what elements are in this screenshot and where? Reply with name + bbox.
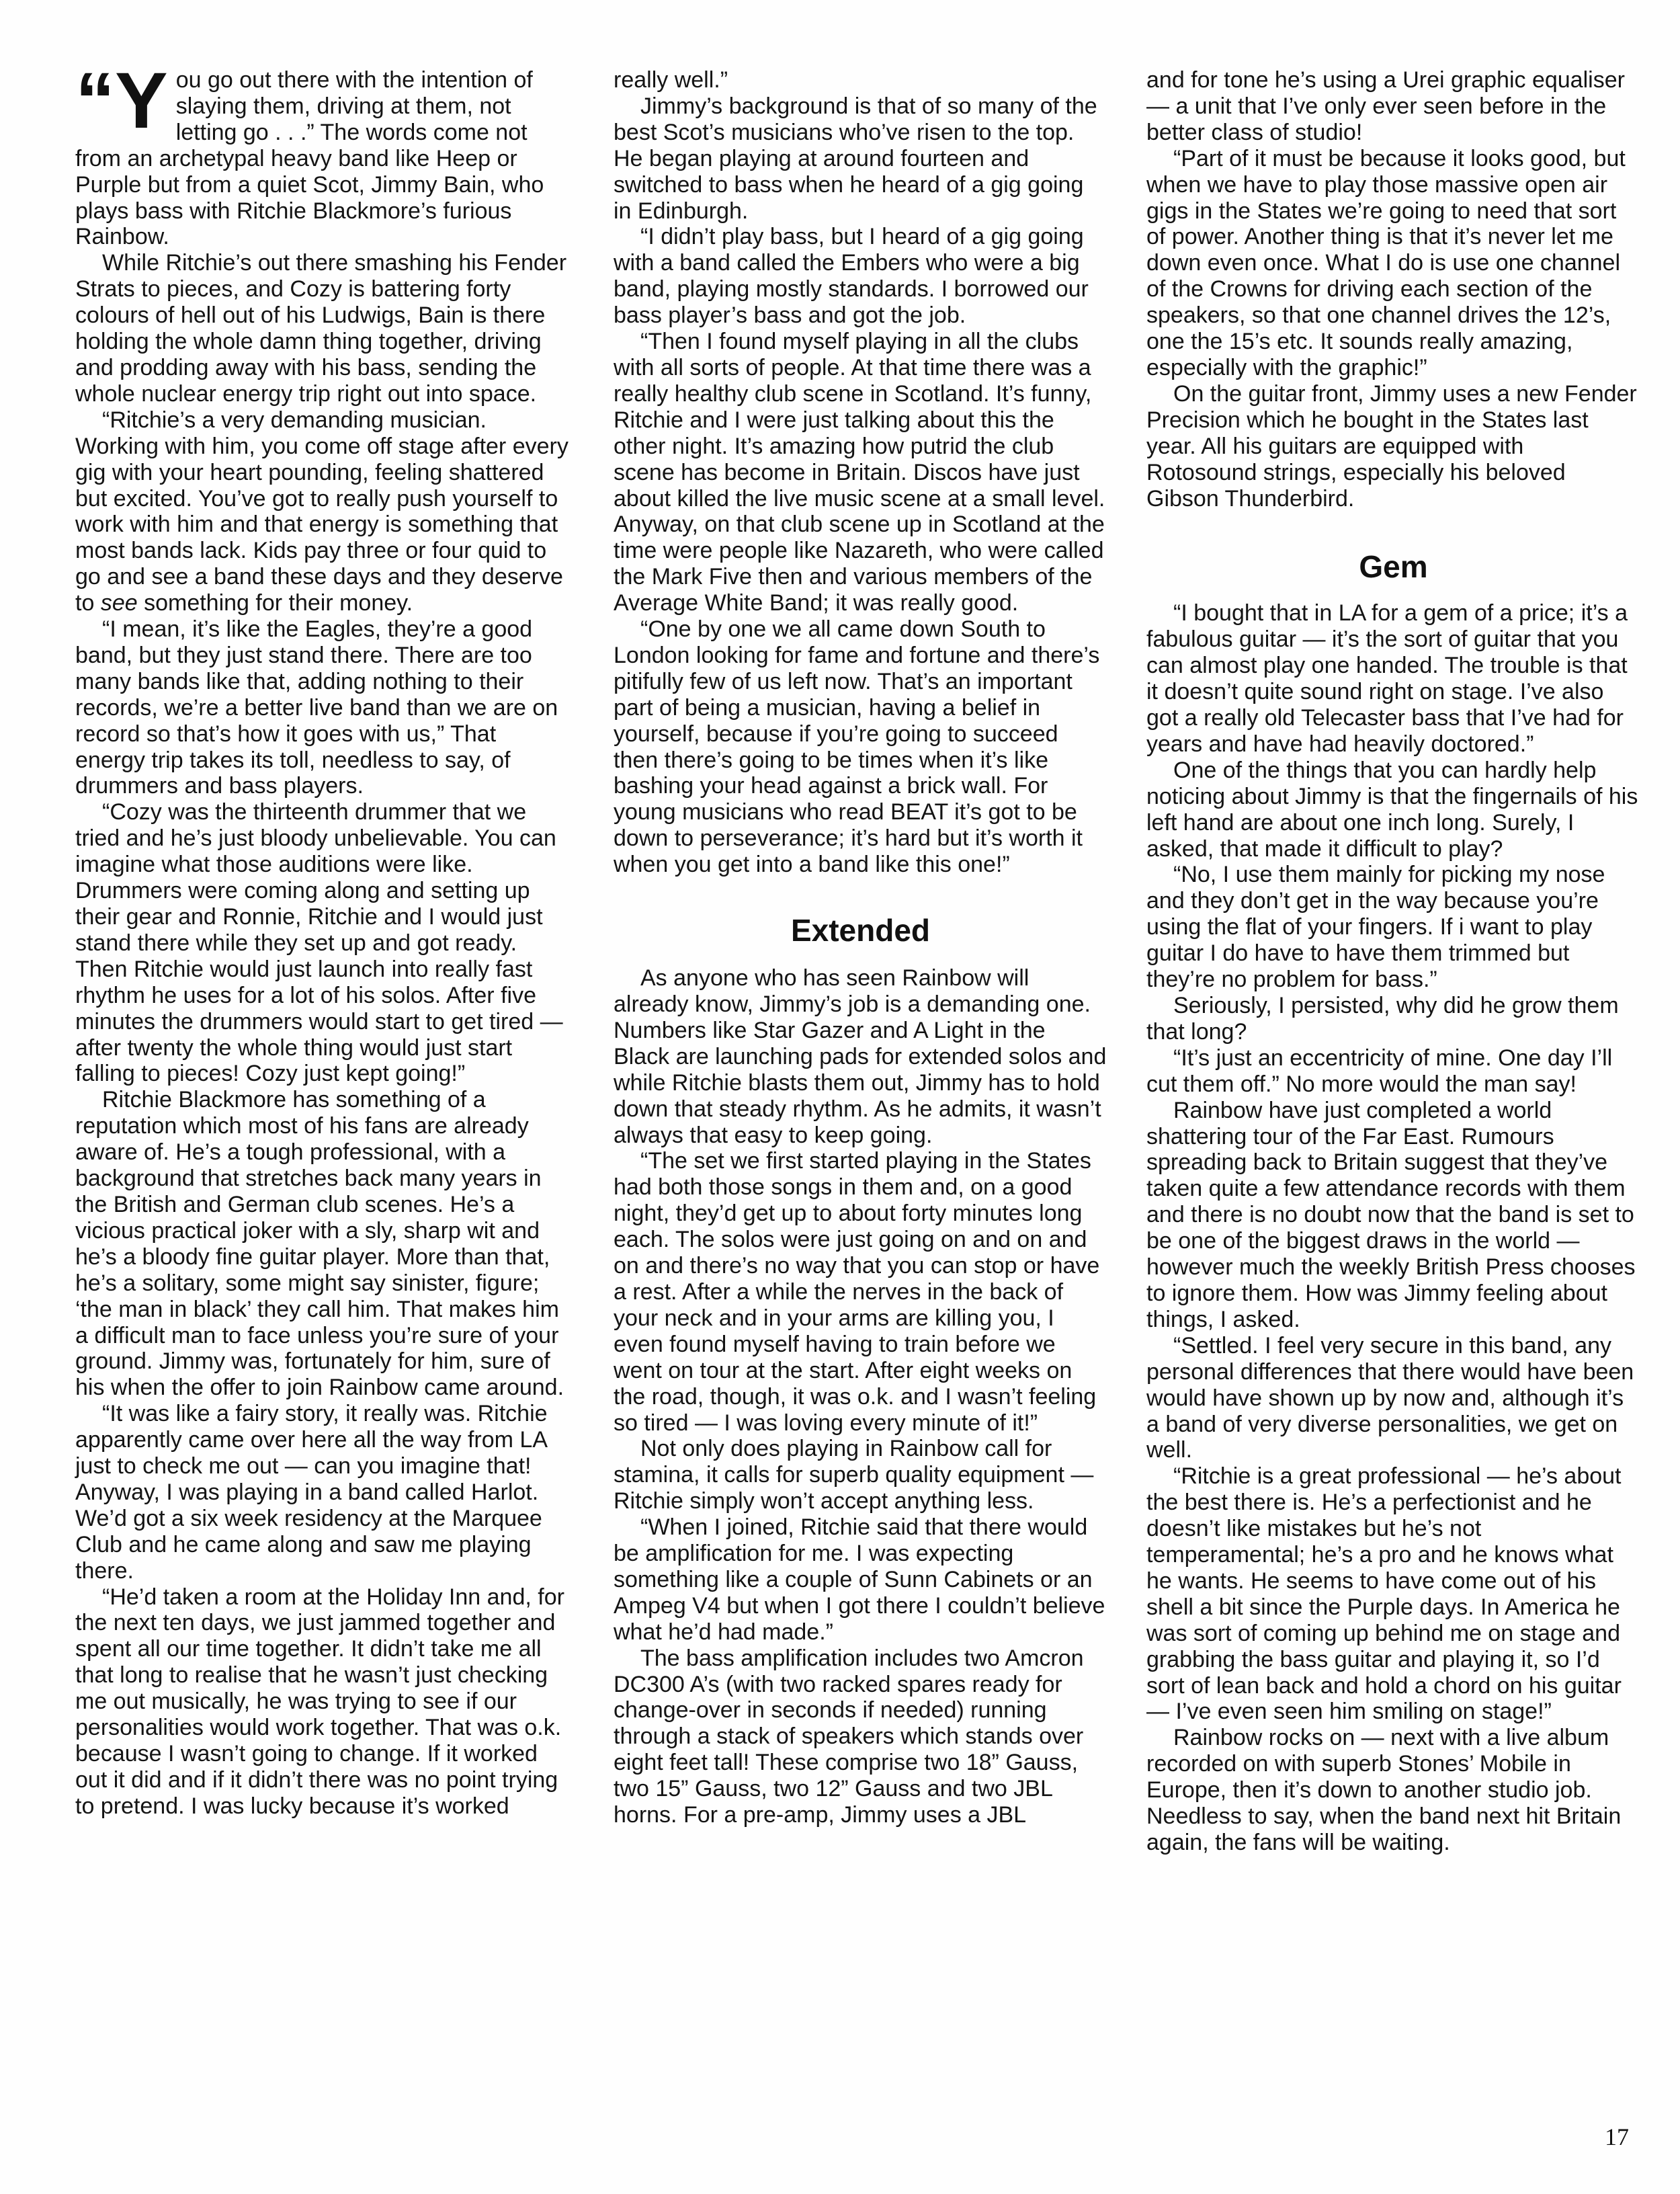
article-paragraph: Rainbow have just completed a world shattering tour of the Far East. Rumours spreading back to Britain suggest that they’ve taken quite a few attendance records with them and there is no doubt now that the band is set to be one of the biggest draws in the world — however much the weekly British Press chooses to ignore them. How was Jimmy feeling about things, I asked. (1146, 1097, 1636, 1332)
emphasis-text: see (100, 590, 138, 616)
article-paragraph: Seriously, I persisted, why did he grow them that long? (1146, 993, 1619, 1045)
article-paragraph: “No, I use them mainly for picking my nose and they don’t get in the way because you’re using the flat of your fingers. If i want to play guitar I do have to have them trimmed but they’re no problem for bass.” (1146, 862, 1605, 993)
article-paragraph: “Then I found myself playing in all the clubs with all sorts of people. At that time there was a really healthy club scene in Scotland. It’s funny, Ritchie and I were just talking about this the other night. It’s amazing how putrid the club scene has become in Britain. Discos have just about killed the live music scene at a small level. Anyway, on that club scene up in Scotland at the time were people like Nazareth, who were called the Mark Five then and various members of the Average White Band; it was really good. (614, 329, 1105, 616)
drop-cap: “Y (75, 56, 168, 145)
article-paragraph: Jimmy’s background is that of so many of the best Scot’s musicians who’ve risen to the top. He began playing at around fourteen and switched to bass when he heard of a gig going in Edinburgh. (614, 93, 1097, 224)
article-column-1 (75, 56, 569, 1820)
article-paragraph: “The set we first started playing in the States had both those songs in them and, on a good night, they’d get up to about forty minutes long each. The solos were just going on and on and on and there’s no way that you can stop or have a rest. After a while the nerves in the back of your neck and in your arms are killing you, I even found myself having to train before we went on tour at the start. After eight weeks on the road, though, it was o.k. and I wasn’t feeling so tired — I was loving every minute of it!” (614, 1148, 1100, 1436)
article-column-2 (614, 67, 1107, 1828)
article-paragraph: The bass amplification includes two Amcron DC300 A’s (with two racked spares ready for change-over in seconds if needed) running through a stack of speakers which stands over eight feet tall! These comprise two 18” Gauss, two 15” Gauss, two 12” Gauss and two JBL horns. For a pre-amp, Jimmy uses a JBL (614, 1645, 1084, 1828)
page-number: 17 (1605, 2123, 1629, 2150)
article-paragraph: “He’d taken a room at the Holiday Inn and, for the next ten days, we just jammed together and spent all our time together. It didn’t take me all that long to realise that he wasn’t just checking me out musically, he was trying to see if our personalities would work together. That was o.k. because I wasn’t going to change. If it worked out it did and if it didn’t there was no point trying to pretend. I was lucky because it’s worked (75, 1584, 564, 1819)
article-paragraph: Rainbow rocks on — next with a live album recorded on with superb Stones’ Mobile in Europe, then it’s down to another studio job. Needless to say, when the band next hit Britain again, the fans will be waiting. (1146, 1725, 1622, 1855)
article-paragraph: On the guitar front, Jimmy uses a new Fender Precision which he bought in the States last year. All his guitars are equipped with Rotosound strings, especially his beloved Gibson Thunderbird. (1146, 380, 1637, 512)
article-paragraph: and for tone he’s using a Urei graphic equaliser — a unit that I’ve only ever seen before in the better class of studio! (1146, 67, 1625, 145)
article-paragraph: “It was like a fairy story, it really was. Ritchie apparently came over here all the way from LA just to check me out — can you imagine that! Anyway, I was playing in a band called Harlot. We’d got a six week residency at the Marquee Club and he came along and saw me playing there. (75, 1401, 548, 1584)
article-paragraph: “I didn’t play bass, but I heard of a gig going with a band called the Embers who were a big band, playing mostly standards. I borrowed our bass player’s bass and got the job. (614, 224, 1089, 329)
article-paragraph: One of the things that you can hardly help noticing about Jimmy is that the fingernails of his left hand are about one inch long. Surely, I asked, that made it difficult to play? (1146, 757, 1638, 862)
article-paragraph: “Settled. I feel very secure in this band, any personal differences that there would have been would have shown up by now and, although it’s a band of very diverse personalities, we get on well. (1146, 1332, 1634, 1463)
article-column-3 (1146, 67, 1640, 1856)
article-paragraph: As anyone who has seen Rainbow will already know, Jimmy’s job is a demanding one. Numbers like Star Gazer and A Light in the Black are launching pads for extended solos and while Ritchie blasts them out, Jimmy has to hold down that steady rhythm. As he admits, it wasn’t always that easy to keep going. (614, 965, 1107, 1148)
subheading-extended: Extended (790, 913, 931, 948)
subheading-gem: Gem (1359, 549, 1428, 585)
article-paragraph: “It’s just an eccentricity of mine. One day I’ll cut them off.” No more would the man say! (1146, 1045, 1613, 1097)
article-paragraph: “Ritchie is a great professional — he’s about the best there is. He’s a perfectionist and he doesn’t like mistakes but he’s not temperamental; he’s a pro and he knows what he wants. He seems to have come out of his shell a bit since the Purple days. In America he was sort of coming up behind me on stage and grabbing the bass guitar and playing it, so I’d sort of lean back and hold a chord on his guitar — I’ve even seen him smiling on stage!” (1146, 1463, 1622, 1725)
article-paragraph: “Ritchie’s a very demanding musician. Working with him, you come off stage after every gig with your heart pounding, feeling shattered but excited. You’ve got to really push yourself to work with him and that energy is something that most bands lack. Kids pay three or four quid to go and see a band these days and they deserve to see something for their money. (75, 407, 569, 616)
article-paragraph: Not only does playing in Rainbow call for stamina, it calls for superb quality equipment — Ritchie simply won’t accept anything less. (614, 1436, 1094, 1514)
article-paragraph: While Ritchie’s out there smashing his Fender Strats to pieces, and Cozy is battering forty colours of hell out of his Ludwigs, Bain is there holding the whole damn thing together, driving and prodding away with his bass, sending the whole nuclear energy trip right out into space. (75, 250, 567, 407)
article-paragraph: “You go out there with the intention of slaying them, driving at them, not letting go . . .” The words come not from an archetypal heavy band like Heep or Purple but from a quiet Scot, Jimmy Bain, who plays bass with Ritchie Blackmore’s furious Rainbow. (75, 56, 544, 250)
article-paragraph: “I mean, it’s like the Eagles, they’re a good band, but they just stand there. There are too many bands like that, adding nothing to their records, we’re a better live band than we are on record so that’s how it goes with us,” That energy trip takes its toll, needless to say, of drummers and bass players. (75, 616, 558, 799)
article-paragraph: Ritchie Blackmore has something of a reputation which most of his fans are already aware of. He’s a tough professional, with a background that stretches back many years in the British and German club scenes. He’s a vicious practical joker with a sly, sharp wit and he’s a bloody fine guitar player. More than that, he’s a solitary, some might say sinister, figure; ‘the man in black’ they call him. That makes him a difficult man to face unless you’re sure of your ground. Jimmy was, fortunately for him, sure of his when the offer to join Rainbow came around. (75, 1087, 564, 1401)
article-paragraph: “When I joined, Ritchie said that there would be amplification for me. I was expecting something like a couple of Sunn Cabinets or an Ampeg V4 but when I got there I couldn’t believe what he’d had made.” (614, 1514, 1105, 1645)
article-paragraph: “I bought that in LA for a gem of a price; it’s a fabulous guitar — it’s the sort of guitar that you can almost play one handed. The trouble is that it doesn’t quite sound right on stage. I’ve also got a really old Telecaster bass that I’ve had for years and have had heavily doctored.” (1146, 600, 1628, 757)
article-paragraph: really well.” (614, 67, 728, 93)
article-paragraph: “One by one we all came down South to London looking for fame and fortune and there’s pitifully few of us left now. That’s an important part of being a musician, having a belief in yourself, because if you’re going to succeed then there’s going to be times when it’s like bashing your head against a brick wall. For young musicians who read BEAT it’s got to be down to perseverance; it’s hard but it’s worth it when you get into a band like this one!” (614, 616, 1100, 878)
article-paragraph: “Part of it must be because it looks good, but when we have to play those massive open air gigs in the States we’re going to need that sort of power. Another thing is that it’s never let me down even once. What I do is use one channel of the Crowns for driving each section of the speakers, so that one channel drives the 12’s, one the 15’s etc. It sounds really amazing, especially with the graphic!” (1146, 145, 1626, 380)
article-paragraph: “Cozy was the thirteenth drummer that we tried and he’s just bloody unbelievable. You can imagine what those auditions were like. Drummers were coming along and setting up their gear and Ronnie, Ritchie and I would just stand there while they set up and got ready. Then Ritchie would just launch into really fast rhythm he uses for a lot of his solos. After five minutes the drummers would start to get tired — after twenty the whole thing would just start falling to pieces! Cozy just kept going!” (75, 799, 563, 1087)
